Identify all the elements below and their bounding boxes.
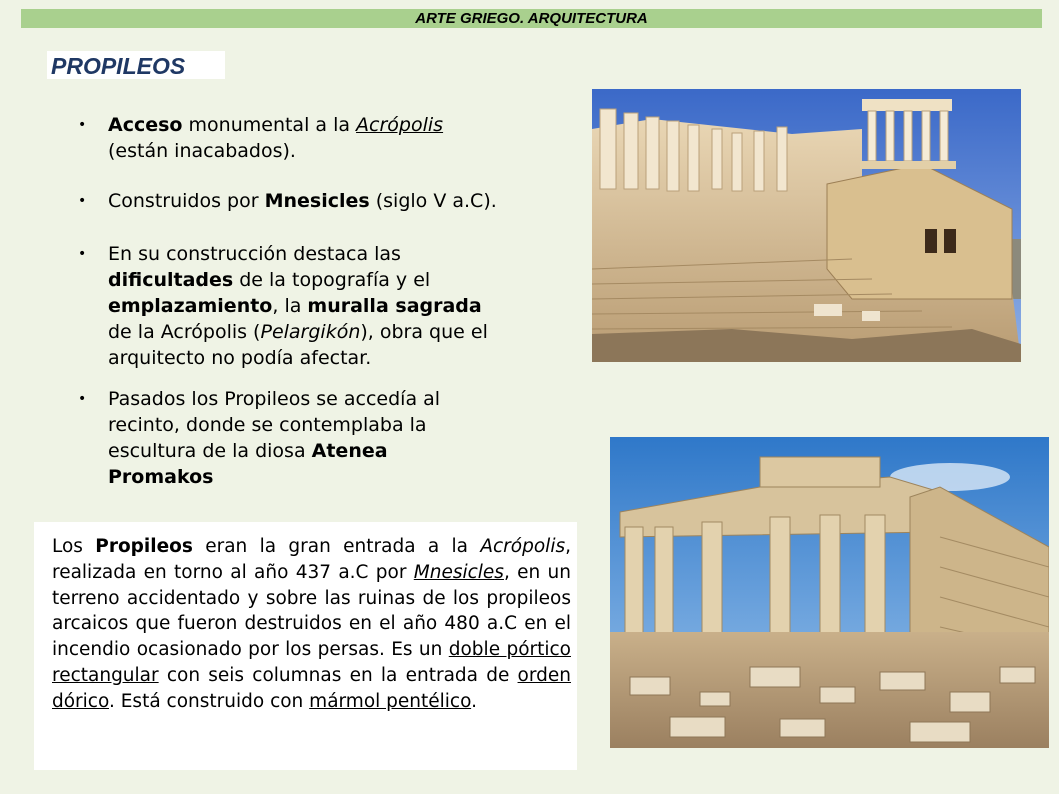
description-paragraph xyxy=(34,522,577,770)
paragraph-text: Los xyxy=(52,536,96,557)
bullet-item-pasados xyxy=(75,386,545,490)
paragraph-italic-text: Acrópolis xyxy=(480,536,566,557)
bullet-bold-text: muralla sagrada xyxy=(307,295,482,317)
bullet-text: de la Acrópolis ( xyxy=(108,321,261,343)
bullet-bold-text: Atenea xyxy=(311,440,388,462)
bullet-dot-icon: • xyxy=(78,193,87,209)
paragraph-text: eran la gran entrada a la xyxy=(192,536,481,557)
paragraph-text: , en un terreno accidentado y sobre las ruinas de los propileos arcaicos que fueron destruidos en el año 480 a.C en el incendio ocasionado por los persas. Es un xyxy=(52,561,572,661)
marmol-pentelico-link[interactable]: mármol pentélico xyxy=(309,690,472,712)
slide-title xyxy=(47,51,225,79)
bullet-bold-text: dificultades xyxy=(108,269,234,291)
propylaea-ruins-image xyxy=(610,437,1049,748)
propylaea-photo-2 xyxy=(610,437,1049,748)
doble-portico-link[interactable]: doble pórtico rectangular xyxy=(52,639,571,686)
propylaea-nike-image xyxy=(592,89,1021,362)
bullet-italic-text: Pelargikón xyxy=(260,321,361,343)
paragraph-text: con seis columnas en la entrada de xyxy=(158,664,518,686)
paragraph-text: . Está construido con xyxy=(108,690,310,712)
bullet-bold-text: Promakos xyxy=(108,466,214,488)
bullet-dot-icon: • xyxy=(78,246,87,262)
bullet-item-construidos xyxy=(75,188,545,214)
paragraph-text: , realizada en torno al año 437 a.C por xyxy=(52,536,571,583)
bullet-bold-text: Acceso xyxy=(108,114,183,136)
propylaea-photo-1 xyxy=(592,89,1021,362)
bullet-item-acceso xyxy=(75,112,545,164)
bullet-text: ), obra que el xyxy=(360,321,488,343)
orden-dorico-link[interactable]: orden dórico xyxy=(52,664,571,712)
paragraph-bold-text: Propileos xyxy=(95,536,193,557)
mnesicles-link[interactable]: Mnesicles xyxy=(413,561,504,583)
bullet-dot-icon: • xyxy=(78,391,87,407)
acropolis-link[interactable]: Acrópolis xyxy=(356,114,444,136)
bullet-bold-text: emplazamiento xyxy=(108,295,273,317)
bullet-text: (siglo V a.C). xyxy=(369,190,497,212)
bullet-dot-icon: • xyxy=(78,117,87,133)
bullet-text: arquitecto no podía afectar. xyxy=(108,347,372,369)
bullet-text: Pasados los Propileos se accedía al xyxy=(108,388,441,410)
bullet-text: (están inacabados). xyxy=(108,140,296,162)
bullet-text: recinto, donde se contemplaba la xyxy=(108,414,427,436)
header-bar xyxy=(21,9,1042,28)
bullet-text: escultura de la diosa xyxy=(108,440,312,462)
bullet-item-construccion xyxy=(75,241,545,371)
bullet-text: Construidos por xyxy=(108,190,265,212)
paragraph-text: . xyxy=(471,690,477,712)
bullet-text: En su construcción destaca las xyxy=(108,243,401,265)
slide-title-text: PROPILEOS xyxy=(51,53,186,79)
header-title: ARTE GRIEGO. ARQUITECTURA xyxy=(415,10,648,27)
bullet-text: de la topografía y el xyxy=(233,269,431,291)
bullet-text: , la xyxy=(272,295,308,317)
bullet-text: monumental a la xyxy=(182,114,357,136)
bullet-bold-text: Mnesicles xyxy=(264,190,370,212)
